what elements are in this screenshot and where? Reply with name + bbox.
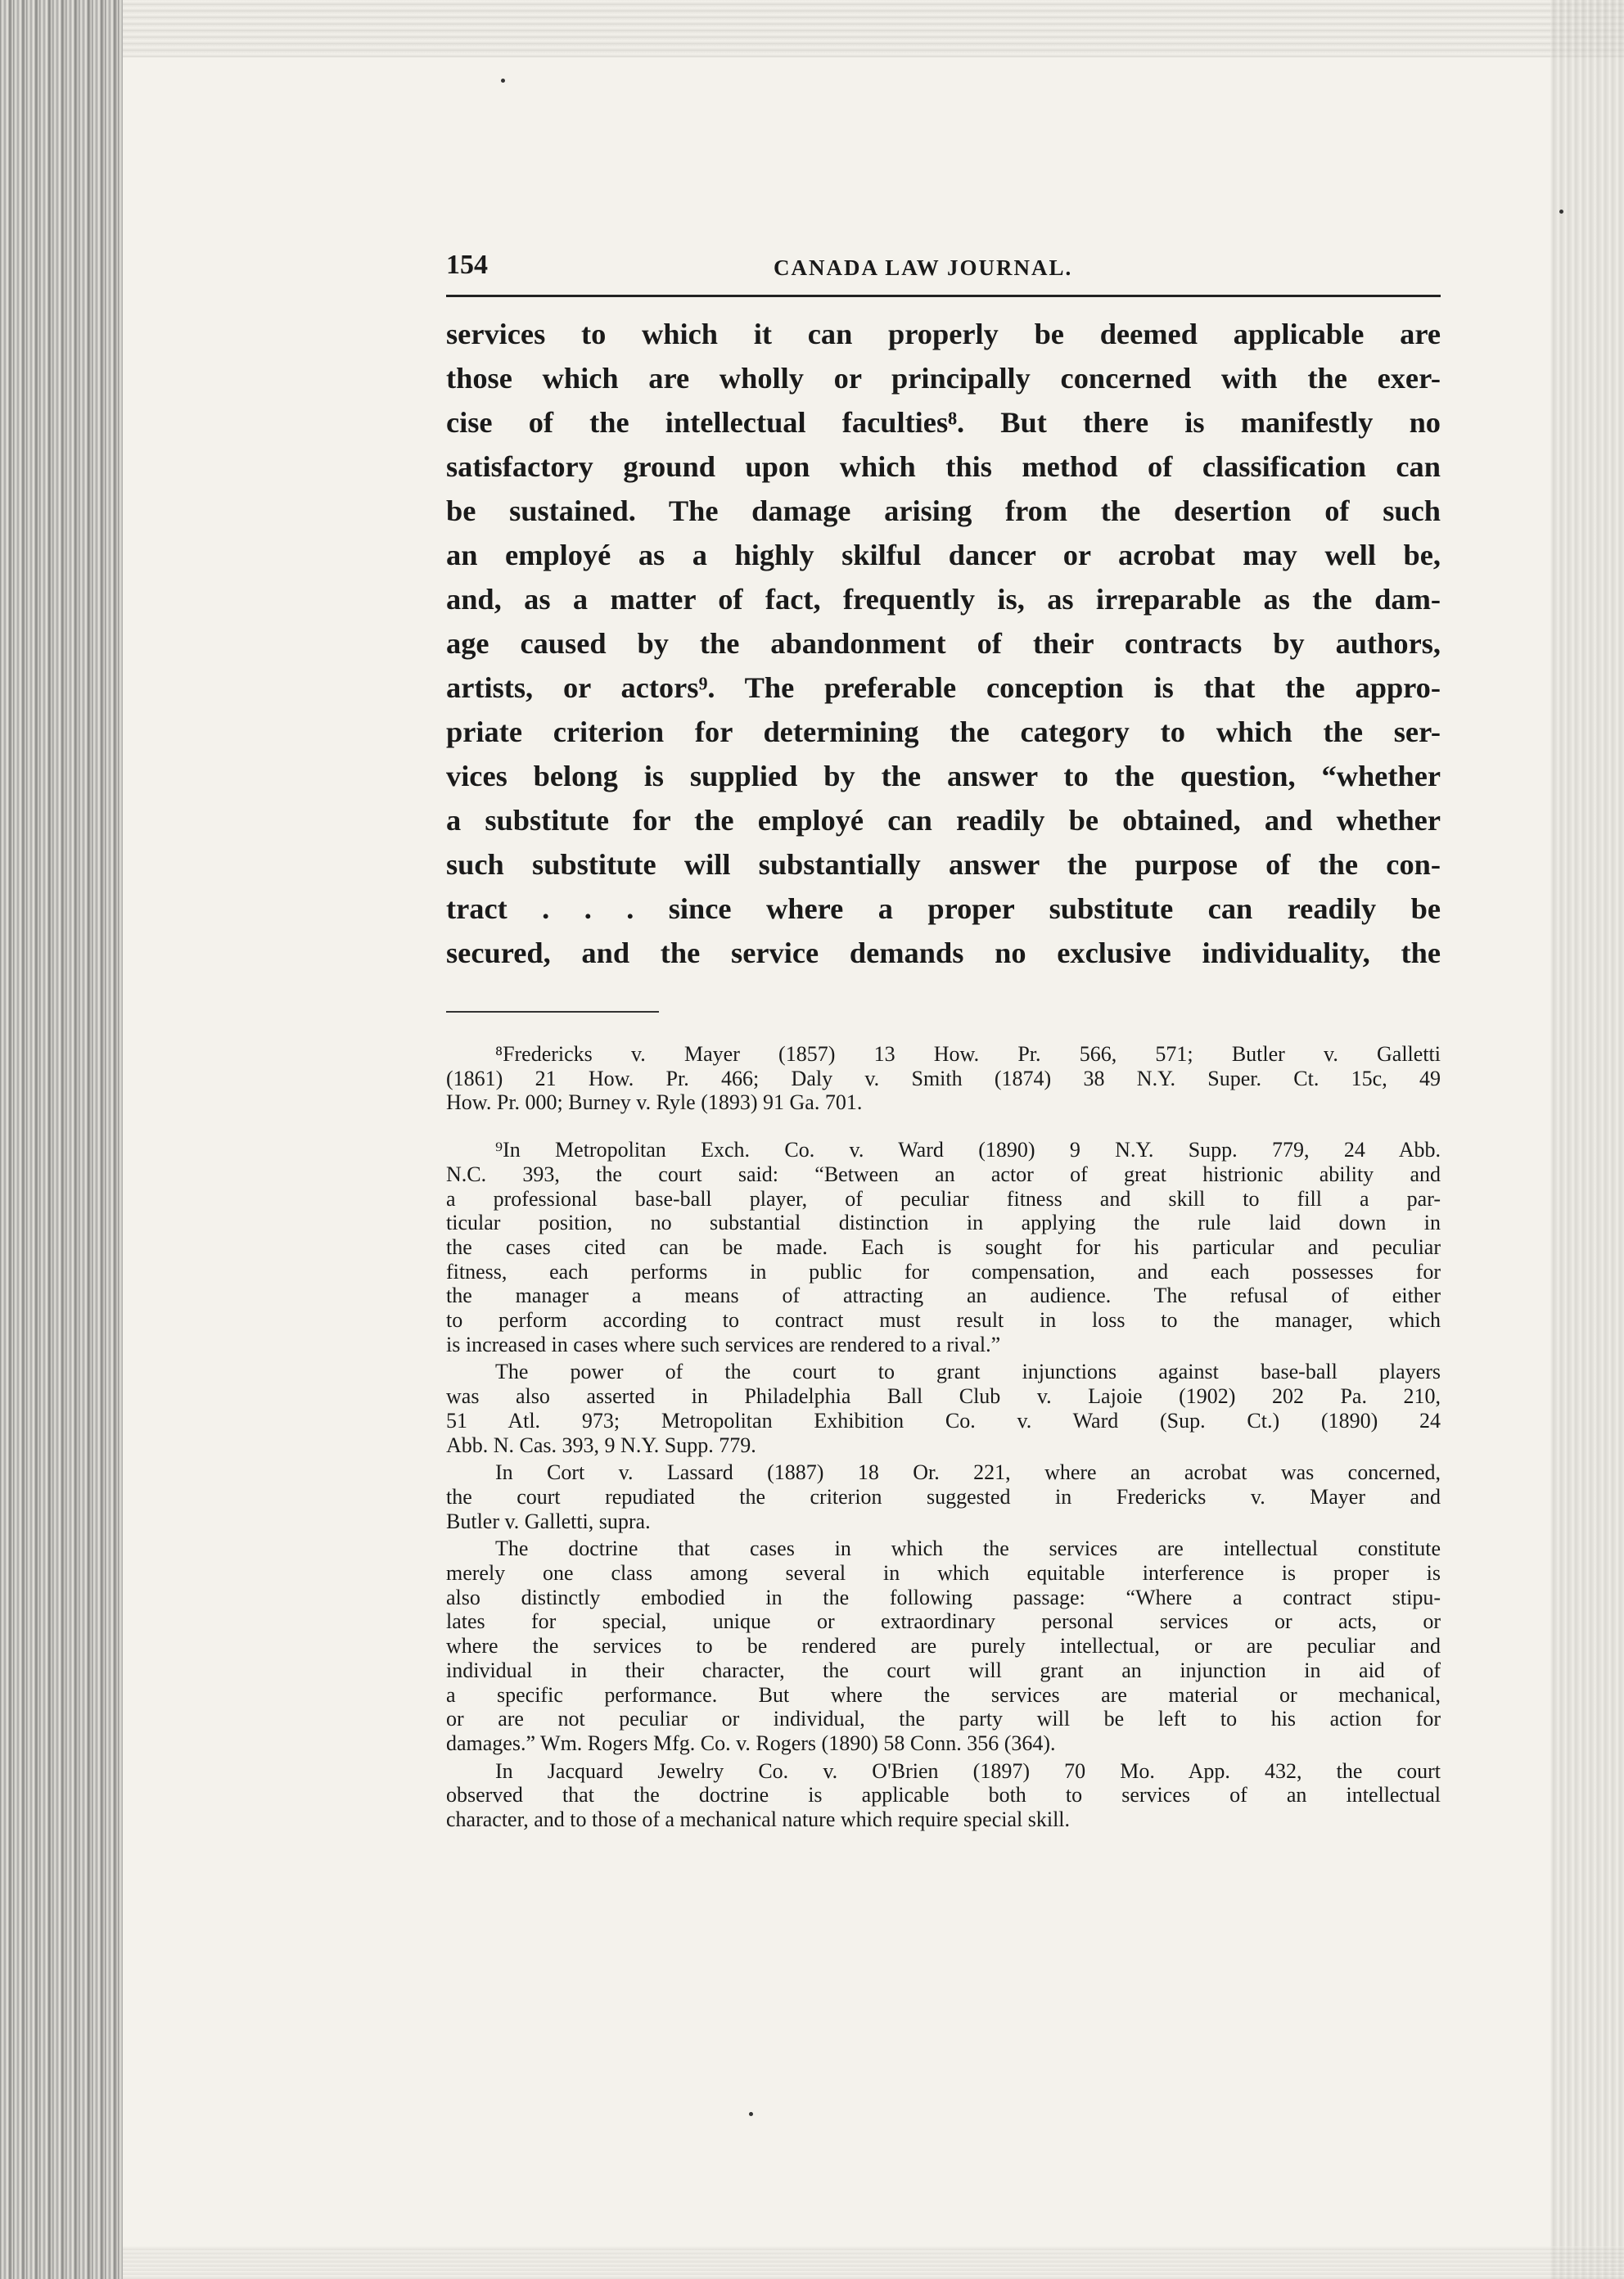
scan-speck bbox=[1559, 210, 1563, 214]
footnote-line: a specific performance. But where the services are material or mechanical, bbox=[446, 1682, 1441, 1707]
footnote-line: The doctrine that cases in which the services are intellectual constitute bbox=[495, 1537, 1441, 1561]
text-line: priate criterion for determining the category to which the ser- bbox=[446, 715, 1441, 748]
text-line: a substitute for the employé can readily be obtained, and whether bbox=[446, 804, 1441, 837]
text-line: vices belong is supplied by the answer to the question, “whether bbox=[446, 760, 1441, 792]
text-line: an employé as a highly skilful dancer or acrobat may well be, bbox=[446, 539, 1441, 571]
text-line: artists, or actors⁹. The preferable conception is that the appro- bbox=[446, 671, 1441, 704]
scan-binding-edge bbox=[0, 0, 123, 2279]
text-line: and, as a matter of fact, frequently is, as irreparable as the dam- bbox=[446, 583, 1441, 616]
footnote-paragraph-jacquard bbox=[446, 1759, 1441, 1832]
footnote-line: The power of the court to grant injunctions against base-ball players bbox=[495, 1360, 1441, 1384]
footnote-line: 51 Atl. 973; Metropolitan Exhibition Co. v. Ward (Sup. Ct.) (1890) 24 bbox=[446, 1408, 1441, 1433]
footnote-line: character, and to those of a mechanical nature which require special skill. bbox=[446, 1807, 1071, 1832]
footnote-line: In Cort v. Lassard (1887) 18 Or. 221, where an acrobat was concerned, bbox=[495, 1460, 1441, 1485]
text-line: age caused by the abandonment of their contracts by authors, bbox=[446, 627, 1441, 660]
footnote-line: ⁹In Metropolitan Exch. Co. v. Ward (1890) 9 N.Y. Supp. 779, 24 Abb. bbox=[495, 1138, 1441, 1162]
footnote-line: or are not peculiar or individual, the party will be left to his action for bbox=[446, 1707, 1441, 1731]
footnote-rule bbox=[446, 1011, 659, 1013]
text-line: services to which it can properly be deemed applicable are bbox=[446, 318, 1441, 350]
running-head bbox=[446, 246, 1441, 297]
footnote-line: In Jacquard Jewelry Co. v. O'Brien (1897) 70 Mo. App. 432, the court bbox=[495, 1758, 1441, 1783]
footnote-line: to perform according to contract must result in loss to the manager, which bbox=[446, 1308, 1441, 1333]
footnote-line: ⁸Fredericks v. Mayer (1857) 13 How. Pr. 566, 571; Butler v. Galletti bbox=[495, 1042, 1441, 1066]
scan-top-edge bbox=[123, 0, 1624, 57]
text-line: cise of the intellectual faculties⁸. But there is manifestly no bbox=[446, 406, 1441, 439]
footnote-line: How. Pr. 000; Burney v. Ryle (1893) 91 Ga. 701. bbox=[446, 1090, 863, 1115]
text-line: tract . . . since where a proper substitute can readily be bbox=[446, 892, 1441, 925]
footnote-line: lates for special, unique or extraordinary personal services or acts, or bbox=[446, 1609, 1441, 1634]
footnote-line: where the services to be rendered are purely intellectual, or are peculiar and bbox=[446, 1634, 1441, 1658]
footnote-line: (1861) 21 How. Pr. 466; Daly v. Smith (1874) 38 N.Y. Super. Ct. 15c, 49 bbox=[446, 1066, 1441, 1090]
text-line: secured, and the service demands no exclusive individuality, the bbox=[446, 936, 1441, 969]
scan-right-edge bbox=[1550, 0, 1624, 2279]
main-text bbox=[446, 312, 1441, 975]
document-page bbox=[446, 246, 1441, 1835]
footnote-line: a professional base-ball player, of peculiar fitness and skill to fill a par- bbox=[446, 1186, 1441, 1211]
footnote-line: also distinctly embodied in the following passage: “Where a contract stipu- bbox=[446, 1585, 1441, 1609]
footnote-line: individual in their character, the court will grant an injunction in aid of bbox=[446, 1658, 1441, 1682]
page-number: 154 bbox=[446, 250, 488, 280]
scan-speck bbox=[749, 2112, 753, 2116]
footnote-8 bbox=[446, 1042, 1441, 1115]
footnote-paragraph-doctrine bbox=[446, 1537, 1441, 1755]
footnote-paragraph-cort bbox=[446, 1460, 1441, 1533]
footnote-line: was also asserted in Philadelphia Ball Club v. Lajoie (1902) 202 Pa. 210, bbox=[446, 1384, 1441, 1409]
footnote-line: N.C. 393, the court said: “Between an actor of great histrionic ability and bbox=[446, 1162, 1441, 1186]
footnote-line: the manager a means of attracting an audience. The refusal of either bbox=[446, 1284, 1441, 1308]
footnote-line: is increased in cases where such services are rendered to a rival.” bbox=[446, 1332, 1001, 1356]
footnote-line: the court repudiated the criterion suggested in Fredericks v. Mayer and bbox=[446, 1484, 1441, 1509]
scan-speck bbox=[501, 79, 505, 83]
footnote-line: damages.” Wm. Rogers Mfg. Co. v. Rogers (1890) 58 Conn. 356 (364). bbox=[446, 1731, 1056, 1755]
footnote-line: Butler v. Galletti, supra. bbox=[446, 1509, 651, 1533]
scan-bottom-edge bbox=[123, 2246, 1624, 2279]
journal-title: CANADA LAW JOURNAL. bbox=[774, 255, 1073, 280]
text-line: be sustained. The damage arising from the desertion of such bbox=[446, 494, 1441, 527]
footnote-line: ticular position, no substantial distinction in applying the rule laid down in bbox=[446, 1211, 1441, 1235]
footnote-line: merely one class among several in which equitable interference is proper is bbox=[446, 1561, 1441, 1586]
footnote-line: fitness, each performs in public for compensation, and each possesses for bbox=[446, 1259, 1441, 1284]
text-line: satisfactory ground upon which this method of classification can bbox=[446, 450, 1441, 483]
footnote-line: observed that the doctrine is applicable both to services of an intellectual bbox=[446, 1783, 1441, 1807]
footnote-9 bbox=[446, 1138, 1441, 1356]
footnote-line: the cases cited can be made. Each is sought for his particular and peculiar bbox=[446, 1234, 1441, 1259]
text-line: those which are wholly or principally concerned with the exer- bbox=[446, 362, 1441, 395]
text-line: such substitute will substantially answer the purpose of the con- bbox=[446, 848, 1441, 881]
footnote-line: Abb. N. Cas. 393, 9 N.Y. Supp. 779. bbox=[446, 1433, 756, 1457]
footnote-paragraph-power bbox=[446, 1360, 1441, 1457]
